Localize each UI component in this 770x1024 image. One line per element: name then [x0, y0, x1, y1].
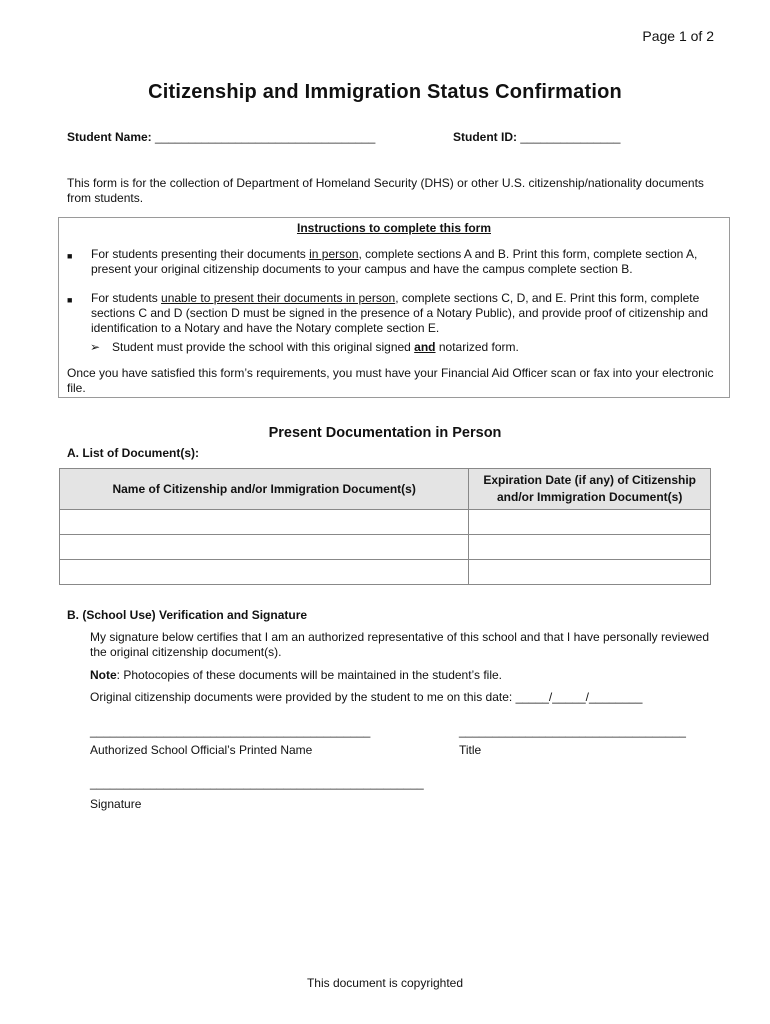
- table-header-row: [60, 469, 711, 510]
- intro-text: This form is for the collection of Department of Homeland Security (DHS) or other U.S. citizenship/nationality documents from students.: [67, 176, 704, 205]
- bullet-text: For students presenting their documents in person, complete sections A and B. Print this form, complete section A, present your original citizenship documents to your campus and have the campus complete section B.: [91, 247, 698, 276]
- table-header-expiration-date: Expiration Date (if any) of Citizenship and/or Immigration Document(s): [469, 469, 711, 510]
- certification-text: My signature below certifies that I am an authorized representative of this school and that I have personally reviewed the original citizenship document(s).: [90, 630, 710, 659]
- document-name-cell[interactable]: [60, 560, 469, 585]
- note-label: Note: [90, 668, 117, 682]
- expiration-date-cell[interactable]: [469, 560, 711, 585]
- official-name-label: Authorized School Official’s Printed Name: [90, 743, 313, 757]
- table-row: [60, 510, 711, 535]
- student-name-label: Student Name:: [67, 130, 152, 144]
- instructions-closing: Once you have satisfied this form’s requirements, you must have your Financial Aid Officer scan or fax into your electronic file.: [67, 366, 714, 395]
- bullet-text: For students unable to present their documents in person, complete sections C, D, and E. Print this form, complete sections C and D (section D must be signed in the presence of a Notary Public), and provide proof of citizenship and identification to a Notary and have the Notary complete section E.: [91, 291, 708, 335]
- expiration-date-cell[interactable]: [469, 510, 711, 535]
- table-row: [60, 535, 711, 560]
- note-text: Note: Photocopies of these documents will be maintained in the student’s file.: [90, 668, 503, 682]
- title-label: Title: [459, 743, 482, 757]
- page-title: Citizenship and Immigration Status Confirmation: [148, 81, 622, 103]
- document-name-cell[interactable]: [60, 535, 469, 560]
- documents-table: [59, 468, 711, 585]
- arrow-bullet-icon: ➢: [90, 340, 101, 354]
- underlined-in-person: in person: [309, 247, 359, 261]
- student-id-field[interactable]: [453, 130, 620, 144]
- bullet-square-icon: ■: [67, 295, 73, 305]
- section-b-label: B. (School Use) Verification and Signature: [67, 608, 308, 622]
- instruction-sub-bullet: [90, 340, 710, 354]
- instructions-title: Instructions to complete this form: [296, 221, 491, 235]
- official-name-line[interactable]: __________________________________________: [90, 724, 371, 738]
- bullet-square-icon: ■: [67, 251, 73, 261]
- instruction-bullet-not-in-person: [67, 291, 717, 336]
- footer-copyright: This document is copyrighted: [306, 976, 464, 990]
- bold-and: and: [414, 340, 436, 354]
- student-id-label: Student ID:: [453, 130, 517, 144]
- title-line[interactable]: __________________________________: [459, 724, 686, 738]
- student-id-line[interactable]: _______________: [520, 130, 621, 144]
- expiration-date-cell[interactable]: [469, 535, 711, 560]
- sub-bullet-text: Student must provide the school with this original signed and notarized form.: [112, 340, 519, 354]
- date-provided-field[interactable]: Original citizenship documents were provided by the student to me on this date: _____/_____/________: [90, 690, 643, 704]
- section-title: Present Documentation in Person: [268, 425, 502, 441]
- signature-label: Signature: [90, 797, 142, 811]
- underlined-unable: unable to present their documents in person: [161, 291, 396, 305]
- signature-line[interactable]: __________________________________________________: [90, 776, 424, 790]
- student-name-field[interactable]: [67, 130, 375, 144]
- instruction-bullet-in-person: [67, 247, 717, 277]
- table-row: [60, 560, 711, 585]
- document-name-cell[interactable]: [60, 510, 469, 535]
- table-header-document-name: Name of Citizenship and/or Immigration Document(s): [60, 469, 469, 510]
- student-name-line[interactable]: _________________________________: [155, 130, 376, 144]
- section-a-label: A. List of Document(s):: [67, 446, 199, 460]
- page-number: Page 1 of 2: [642, 28, 714, 44]
